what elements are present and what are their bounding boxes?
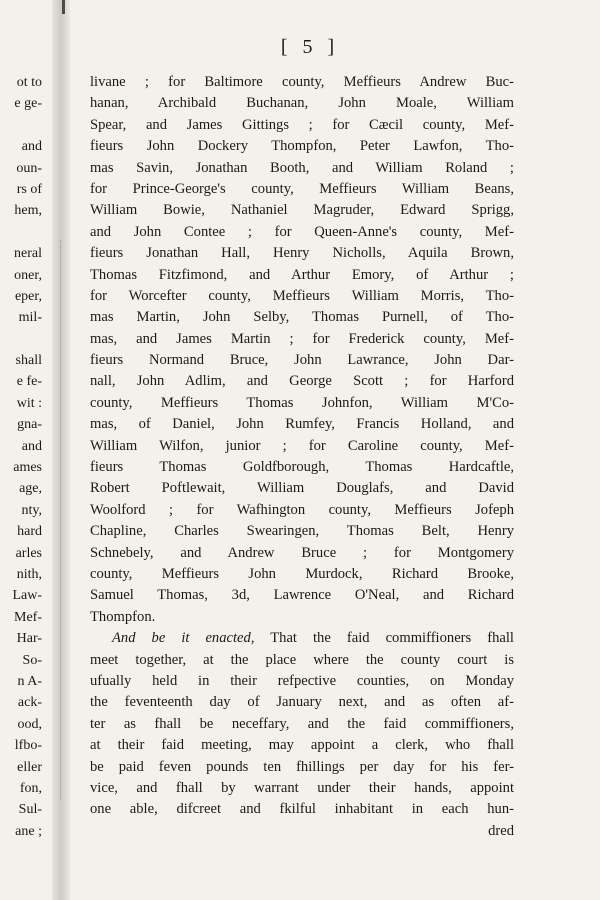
text-line: William Wilfon, junior ; for Caroline county, Mef- [90,437,514,454]
facing-page-fragment: eper, [14,288,42,304]
facing-page-fragment: oner, [14,267,42,283]
facing-page-fragment: Law- [12,588,42,604]
facing-page-fragment [0,222,42,243]
facing-page-fragment: ames [13,460,42,476]
facing-page-fragment: fon, [19,780,42,796]
facing-page-fragment: So- [22,652,42,668]
text-line: hanan, Archibald Buchanan, John Moale, William [90,95,514,112]
text-line: one able, difcreet and fkilful inhabitant in each hun- [90,801,514,818]
text-line: ter as fhall be neceffary, and the faid commiffioners, [90,715,514,732]
text-line [90,628,514,649]
text-line: the feventeenth day of January next, and as often af- [90,694,514,711]
text-line: mas Martin, John Selby, Thomas Purnell, of Tho- [90,309,514,326]
text-line: for Worcefter county, Meffieurs William Morris, Tho- [90,287,514,304]
paragraph-enacted [90,628,514,821]
text-line: be paid feven pounds ten fhillings per day for his fer- [90,758,514,775]
facing-page-fragment: nith, [16,566,42,582]
text-line: fieurs Thomas Goldfborough, Thomas Hardcaftle, [90,459,514,476]
text-line: Samuel Thomas, 3d, Lawrence O'Neal, and Richard [90,587,514,604]
facing-page-fragment: oun- [16,160,42,176]
facing-page-fragment: Har- [16,631,42,647]
text-line: mas, of Daniel, John Rumfey, Francis Holland, and [90,416,514,433]
text-line: county, Meffieurs Thomas Johnfon, William M'Co- [90,394,514,411]
facing-page-fragment: n A- [17,673,42,689]
facing-page-fragment: lfbo- [14,738,42,754]
facing-page-fragment: nty, [21,502,42,518]
text-line: mas, and James Martin ; for Frederick county, Mef- [90,330,514,347]
text-line: fieurs Normand Bruce, John Lawrance, John Dar- [90,352,514,369]
text-line: fieurs John Dockery Thompfon, Peter Lawfon, Tho- [90,138,514,155]
text-line: William Bowie, Nathaniel Magruder, Edward Sprigg, [90,202,514,219]
facing-page-fragment: age, [19,481,42,497]
text-line: vice, and fhall by warrant under their hands, appoint [90,779,514,796]
facing-page-fragment: e ge- [14,96,42,112]
text-line: ufually held in their refpective counties, on Monday [90,672,514,689]
paragraph-commissioners-list [90,72,514,628]
facing-page-fragment: ane ; [15,823,42,839]
facing-page-fragment: hard [17,524,42,540]
text-line: Woolford ; for Wafhington county, Meffieurs Jofeph [90,501,514,518]
text-line: Schnebely, and Andrew Bruce ; for Montgomery [90,544,514,561]
facing-page-fragment: eller [17,759,42,775]
body-text [90,72,514,842]
facing-page-fragment: and [21,139,42,155]
facing-page-fragment: Sul- [18,802,42,818]
text-line: for Prince-George's county, Meffieurs William Beans, [90,180,514,197]
facing-page-fragment: wit : [16,395,42,411]
text-line: Robert Poftlewait, William Douglafs, and David [90,480,514,497]
facing-page-fragment: hem, [14,203,42,219]
text-line: Chapline, Charles Swearingen, Thomas Belt, Henry [90,523,514,540]
text-line: livane ; for Baltimore county, Meffieurs Andrew Buc- [90,74,514,90]
text-line: meet together, at the place where the county court is [90,651,514,668]
facing-page-fragment: rs of [16,181,42,197]
facing-page-fragments [0,72,42,842]
text-line: nall, John Adlim, and George Scott ; for Harford [90,373,514,390]
facing-page-fragment: ot to [16,75,42,90]
text-line: mas Savin, Jonathan Booth, and William Roland ; [90,159,514,176]
facing-page-fragment: e fe- [16,374,42,390]
enacting-clause: And be it enacted, [112,630,255,647]
facing-page-fragment: shall [15,353,42,369]
facing-page-fragment: Mef- [14,609,42,625]
text-line: Thomas Fitzfimond, and Arthur Emory, of Arthur ; [90,266,514,283]
facing-page-fragment: and [21,438,42,454]
facing-page-fragment [0,329,42,350]
text-line: Spear, and James Gittings ; for Cæcil county, Mef- [90,116,514,133]
page-number: [ 5 ] [280,36,340,58]
text-line: Thompfon. [90,608,156,625]
gutter-stitching [60,240,65,800]
facing-page-fragment: ack- [17,695,42,711]
facing-page-fragment: mil- [18,310,42,326]
text-line: at their faid meeting, may appoint a clerk, who fhall [90,737,514,754]
text-line: fieurs Jonathan Hall, Henry Nicholls, Aquila Brown, [90,245,514,262]
facing-page-fragment: neral [14,246,42,262]
text-line: and John Contee ; for Queen-Anne's county, Mef- [90,223,514,240]
facing-page-fragment [0,115,42,136]
catchword: dred [488,822,514,839]
text-line-rest: That the faid commiffioners fhall [254,630,514,647]
text-line: county, Meffieurs John Murdock, Richard Brooke, [90,565,514,582]
facing-page-fragment: gna- [17,417,42,433]
facing-page-fragment: arles [15,545,42,561]
paragraph-enacted-lines [90,650,514,821]
facing-page-fragment: ood, [17,716,42,732]
